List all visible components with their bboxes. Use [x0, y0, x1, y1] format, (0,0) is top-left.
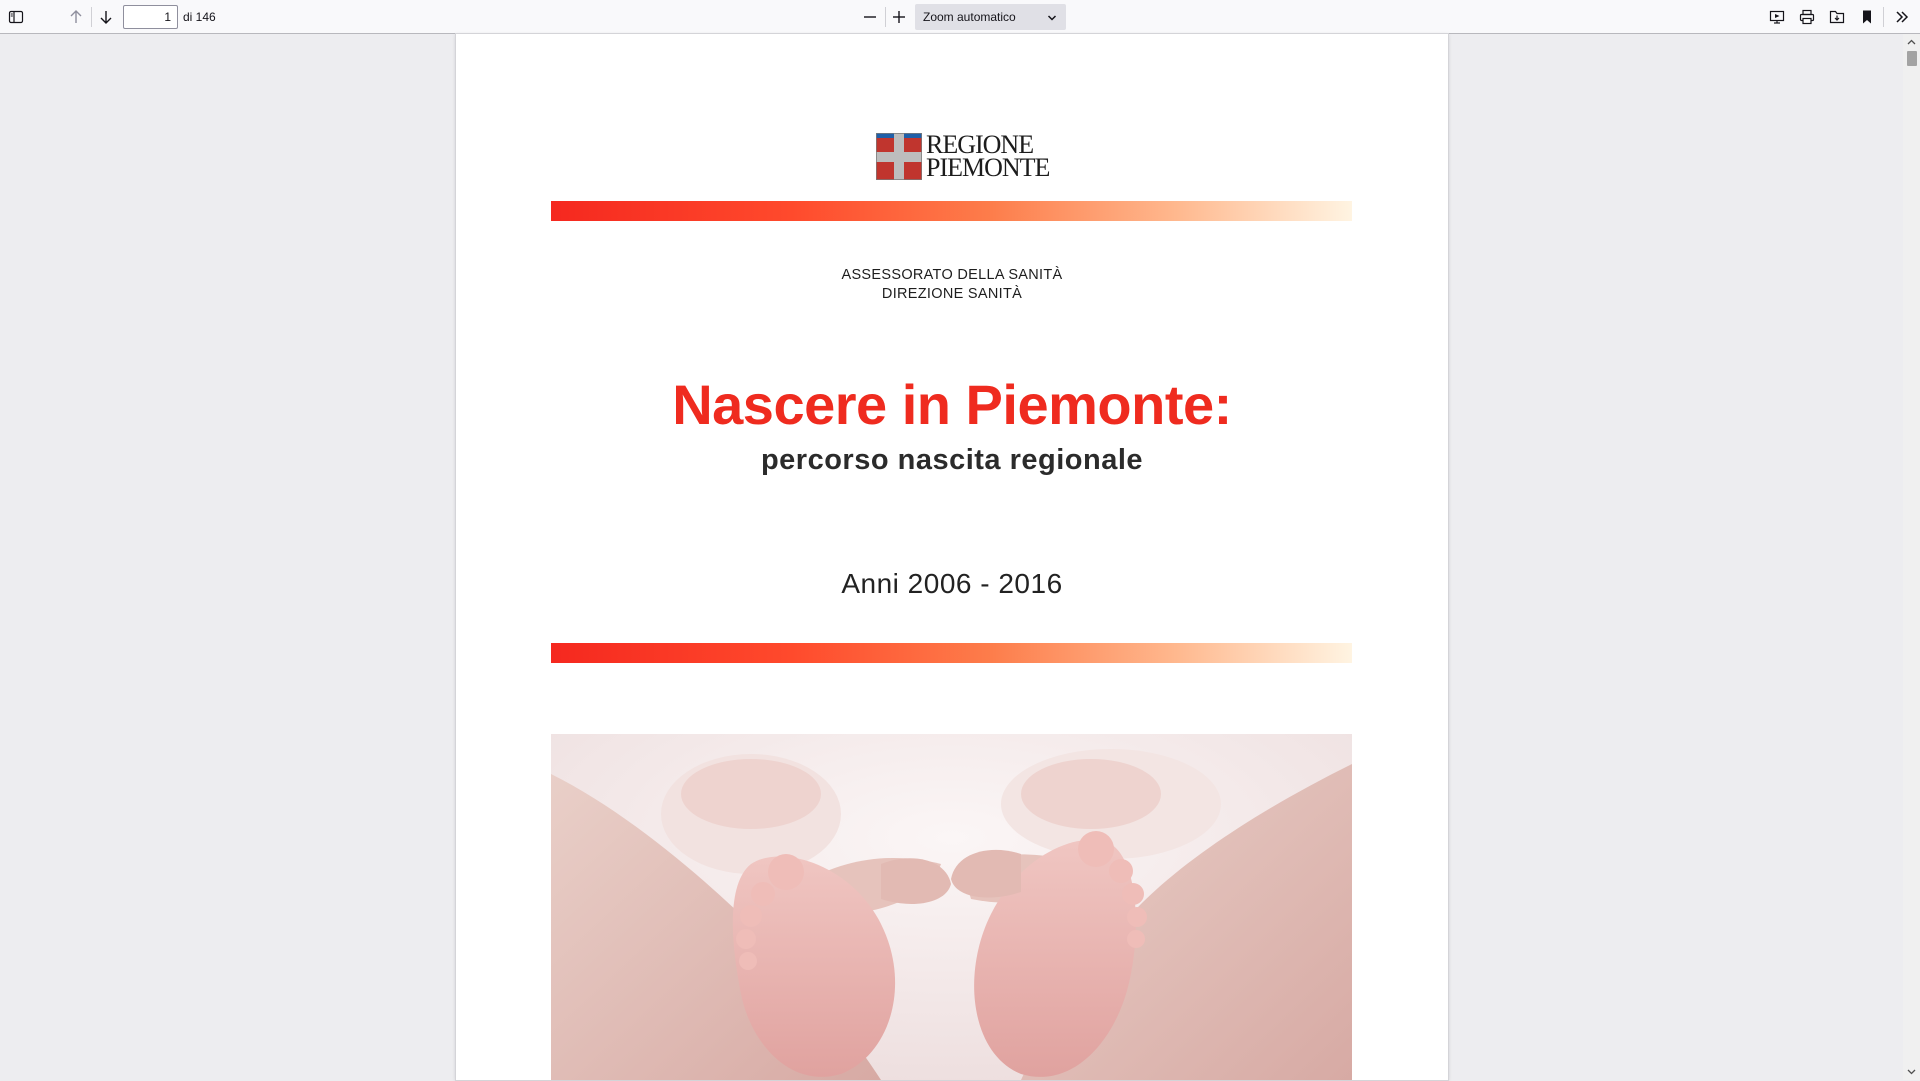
plus-icon [891, 9, 907, 25]
page-count-label: di 146 [183, 10, 216, 24]
pdf-page [456, 34, 1448, 1080]
minus-icon [862, 9, 878, 25]
pdf-toolbar [0, 0, 1920, 34]
regione-piemonte-logo [876, 130, 1050, 182]
cover-photo [551, 734, 1352, 1080]
footer-gradient-bar [551, 643, 1352, 663]
document-title: Nascere in Piemonte: [672, 373, 1232, 436]
scrollbar-thumb[interactable] [1907, 51, 1917, 66]
bookmark-icon [1859, 9, 1875, 25]
chevron-up-icon [1907, 34, 1916, 52]
chevron-down-icon [1907, 1063, 1916, 1081]
zoom-in-button[interactable] [886, 4, 912, 30]
document-subtitle: percorso nascita regionale [760, 444, 1144, 476]
print-icon [1799, 9, 1815, 25]
baby-feet-in-hands-image [551, 734, 1352, 1080]
print-button[interactable] [1794, 4, 1820, 30]
header-gradient-bar [551, 201, 1352, 221]
logo-line-1: REGIONE [926, 130, 1034, 159]
toolbar-separator [91, 7, 92, 27]
zoom-out-button[interactable] [857, 4, 883, 30]
download-icon [1829, 9, 1845, 25]
sidebar-toggle-button[interactable] [3, 4, 29, 30]
scroll-down-button[interactable] [1903, 1063, 1920, 1080]
logo-text [926, 130, 1050, 182]
zoom-select[interactable] [915, 4, 1066, 30]
presentation-icon [1769, 9, 1785, 25]
vertical-scrollbar[interactable] [1903, 34, 1920, 1080]
chevron-down-icon [1047, 12, 1057, 26]
zoom-select-value: Zoom automatico [923, 10, 1016, 24]
page-number-input[interactable] [123, 5, 178, 29]
arrow-down-icon [98, 9, 114, 25]
document-years: Anni 2006 - 2016 [841, 568, 1063, 599]
sidebar-icon [8, 9, 24, 25]
logo-line-2: PIEMONTE [926, 153, 1050, 182]
previous-page-button[interactable] [63, 4, 89, 30]
save-button[interactable] [1824, 4, 1850, 30]
toolbar-separator [1883, 7, 1884, 27]
presentation-mode-button[interactable] [1764, 4, 1790, 30]
arrow-up-icon [68, 9, 84, 25]
piemonte-flag-icon [876, 133, 922, 180]
department-line-1: ASSESSORATO DELLA SANITÀ [841, 267, 1063, 283]
scroll-up-button[interactable] [1903, 34, 1920, 51]
tools-button[interactable] [1889, 4, 1915, 30]
next-page-button[interactable] [93, 4, 119, 30]
double-chevron-right-icon [1894, 9, 1910, 25]
bookmark-button[interactable] [1854, 4, 1880, 30]
department-line-2: DIREZIONE SANITÀ [881, 286, 1023, 302]
